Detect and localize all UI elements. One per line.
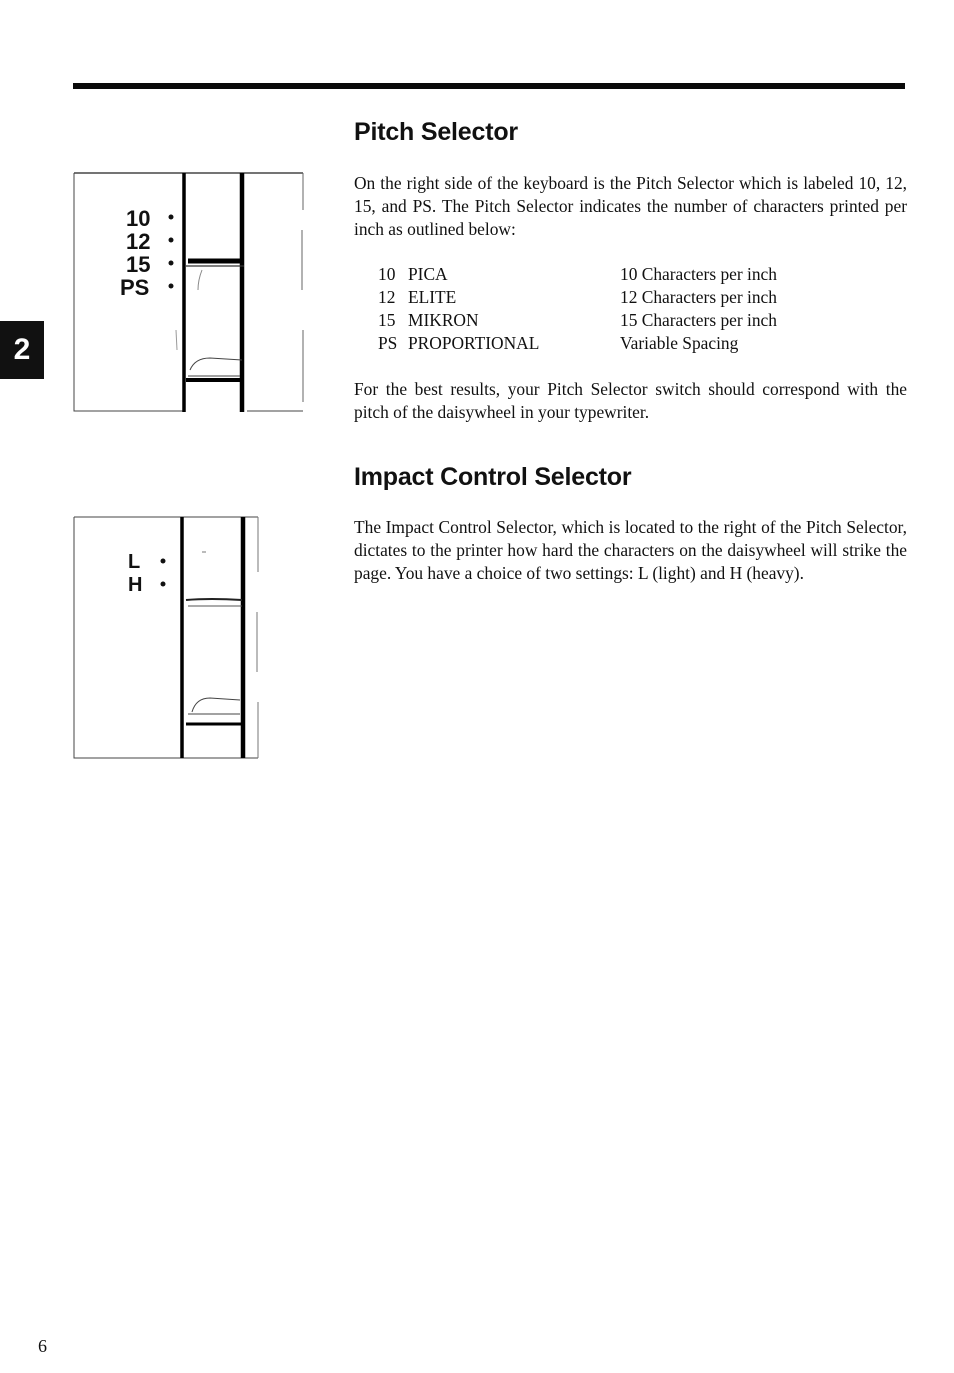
- pitch-selector-heading: Pitch Selector: [354, 118, 518, 146]
- impact-control-heading: Impact Control Selector: [354, 463, 632, 491]
- impact-selector-figure: [70, 512, 270, 762]
- table-row: [378, 263, 777, 286]
- table-row: [378, 332, 777, 355]
- pitch-selector-figure: [70, 170, 310, 420]
- impact-label-l: L: [128, 551, 141, 573]
- table-row: [378, 309, 777, 332]
- pitch-code: 15: [378, 310, 396, 330]
- pitch-code: 10: [378, 264, 396, 284]
- pitch-description: Variable Spacing: [620, 333, 739, 353]
- pitch-label-15: 15: [126, 252, 151, 277]
- pitch-name: ELITE: [408, 287, 457, 307]
- pitch-options-table: [378, 263, 777, 355]
- pitch-description: 12 Characters per inch: [620, 287, 777, 307]
- impact-control-body: The Impact Control Selector, which is located to the right of the Pitch Selector, dictates to the printer how hard the characters on the daisywheel will strike the page. You have a choice of two settings: L (light) and H (heavy).: [354, 517, 907, 583]
- page-number: 6: [38, 1336, 47, 1356]
- chapter-tab: 2: [0, 321, 44, 379]
- pitch-name: PROPORTIONAL: [408, 333, 540, 353]
- impact-label-h: H: [128, 574, 143, 596]
- pitch-description: 10 Characters per inch: [620, 264, 777, 284]
- top-rule: [73, 83, 905, 89]
- pitch-description: 15 Characters per inch: [620, 310, 777, 330]
- pitch-selector-note: For the best results, your Pitch Selector switch should correspond with the pitch of the daisywheel in your typewriter.: [354, 379, 907, 422]
- pitch-label-10: 10: [126, 206, 151, 231]
- pitch-label-ps: PS: [120, 275, 150, 300]
- pitch-label-12: 12: [126, 229, 151, 254]
- pitch-selector-intro: On the right side of the keyboard is the Pitch Selector which is labeled 10, 12, 15, and PS. The Pitch Selector indicates the number of characters printed per inch as outlined below:: [354, 173, 907, 239]
- table-row: [378, 286, 777, 309]
- pitch-name: PICA: [408, 264, 448, 284]
- pitch-name: MIKRON: [408, 310, 479, 330]
- pitch-code: 12: [378, 287, 396, 307]
- pitch-code: PS: [378, 333, 398, 353]
